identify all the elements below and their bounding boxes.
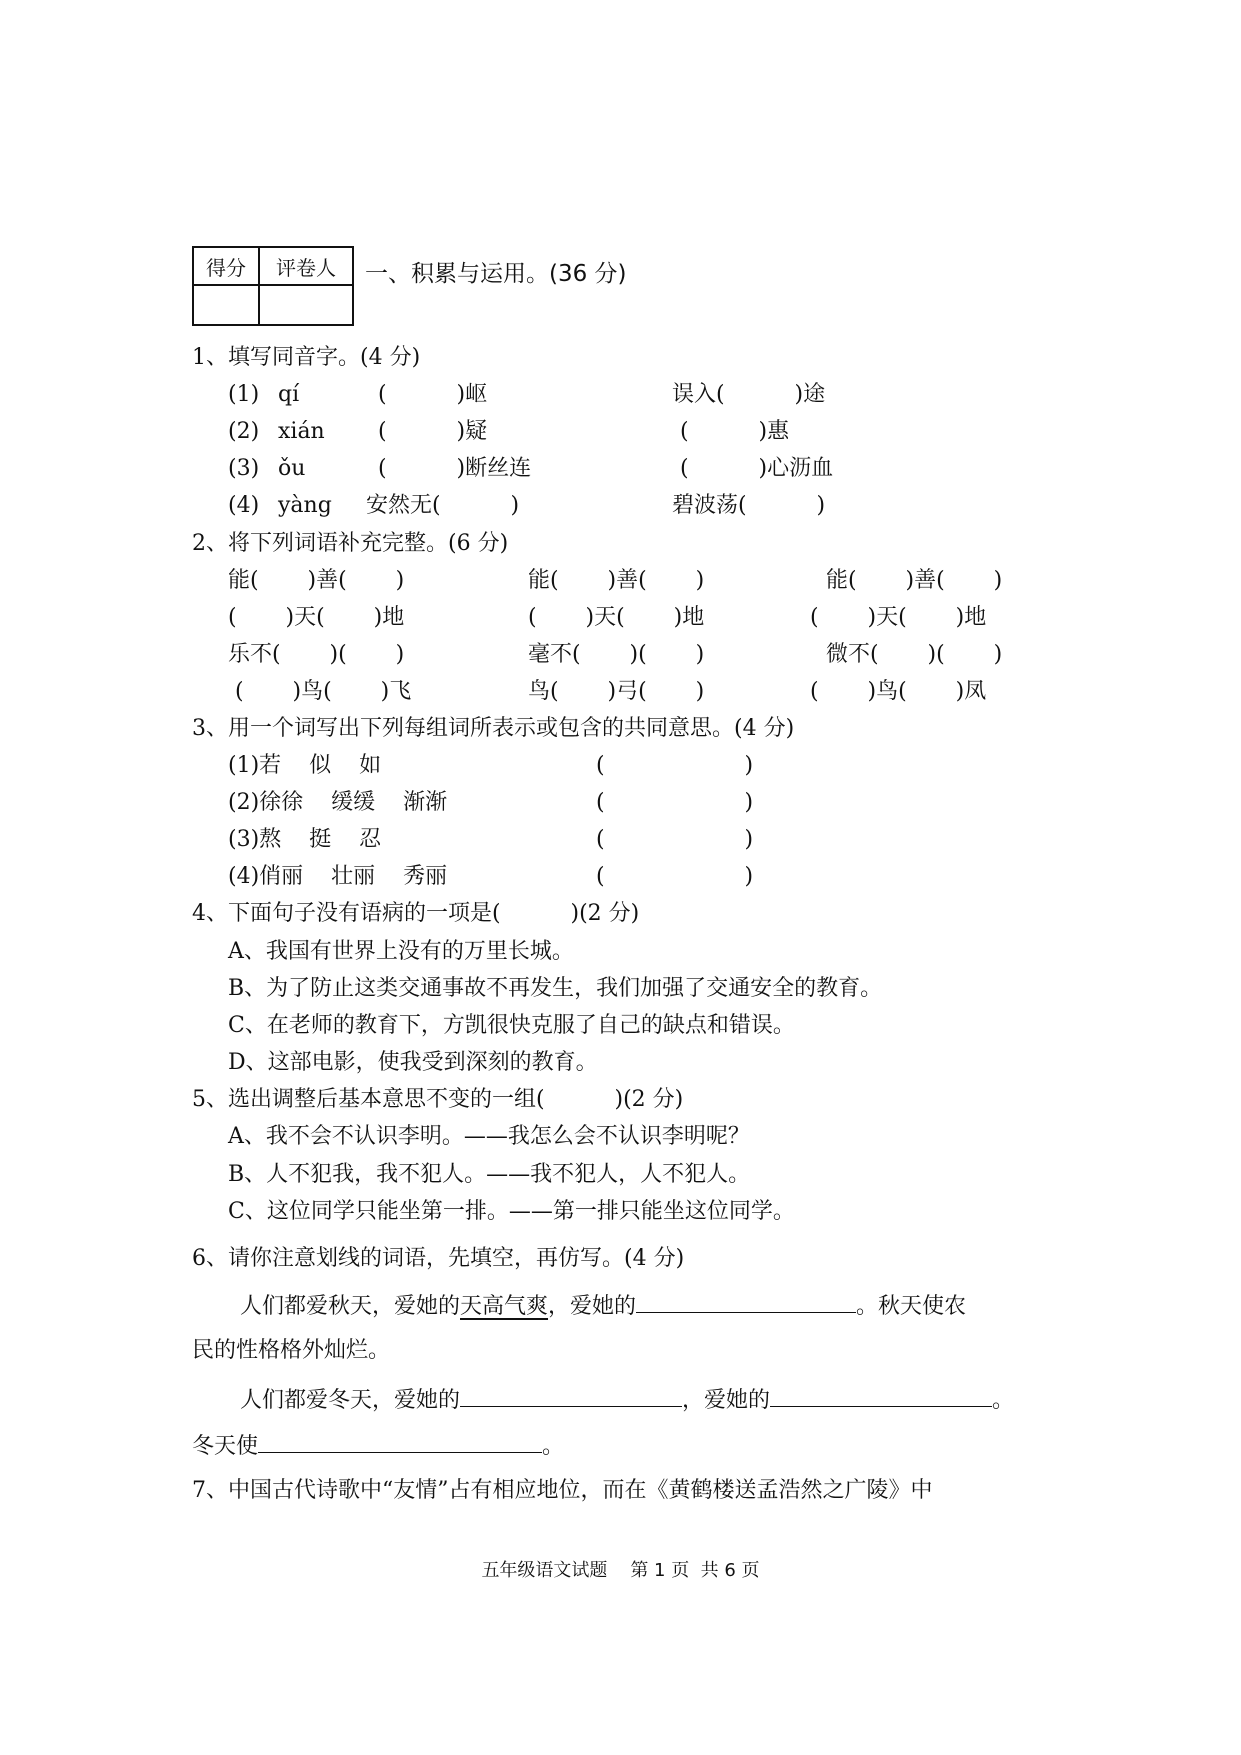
q3-words-3: (3)熬 挺 忍 [228, 827, 382, 852]
q4-option-a: A、我国有世界上没有的万里长城。 [228, 939, 574, 964]
q3-ans-1: ( ) [596, 753, 754, 778]
q4-title: 4、下面句子没有语病的一项是( )(2 分) [192, 901, 640, 926]
q2-r3-c1: 乐不( )( ) [228, 642, 405, 667]
q2-r3-c3: 微不( )( ) [826, 642, 1003, 667]
q1-num-1: (1) [228, 382, 260, 407]
q2-r4-c3: ( )鸟( )凤 [810, 679, 987, 704]
q1-b-1: 误入( )途 [672, 382, 826, 407]
q4-option-b: B、为了防止这类交通事故不再发生，我们加强了交通安全的教育。 [228, 976, 883, 1001]
q5-option-b: B、人不犯我，我不犯人。——我不犯人，人不犯人。 [228, 1162, 751, 1187]
q3-ans-4: ( ) [596, 864, 754, 889]
q1-num-3: (3) [228, 456, 260, 481]
q1-num-2: (2) [228, 419, 260, 444]
q6-para2 [240, 1384, 1014, 1416]
score-label: 得分 [193, 247, 259, 285]
grader-label: 评卷人 [259, 247, 353, 285]
q1-num-4: (4) [228, 493, 260, 518]
q6-p1-line2: 民的性格格外灿烂。 [192, 1338, 391, 1363]
q2-r2-c1: ( )天( )地 [228, 605, 405, 630]
q6-p1-mid: ，爱她的 [548, 1294, 637, 1319]
q6-p2-line2-end: 。 [542, 1434, 565, 1459]
q1-b-4: 碧波荡( ) [672, 493, 826, 518]
q1-b-2: ( )惠 [680, 419, 790, 444]
section-title: 一、积累与运用。(36 分) [365, 261, 627, 287]
q6-para1 [240, 1290, 966, 1322]
q7-title: 7、中国古代诗歌中“友情”占有相应地位，而在《黄鹤楼送孟浩然之广陵》中 [192, 1478, 933, 1503]
q1-a-1: ( )岖 [378, 382, 488, 407]
q1-a-2: ( )疑 [378, 419, 488, 444]
q4-option-d: D、这部电影，使我受到深刻的教育。 [228, 1050, 598, 1075]
q6-p1-start: 人们都爱秋天，爱她的 [240, 1294, 461, 1319]
q2-r2-c2: ( )天( )地 [528, 605, 705, 630]
q2-r1-c2: 能( )善( ) [528, 568, 705, 593]
q6-title: 6、请你注意划线的词语，先填空，再仿写。(4 分) [192, 1246, 685, 1271]
score-cell [193, 285, 259, 325]
q2-r1-c1: 能( )善( ) [228, 568, 405, 593]
q2-r2-c3: ( )天( )地 [810, 605, 987, 630]
q1-b-3: ( )心沥血 [680, 456, 834, 481]
q3-words-4: (4)俏丽 壮丽 秀丽 [228, 864, 448, 889]
q3-ans-2: ( ) [596, 790, 754, 815]
q1-a-4: 安然无( ) [366, 493, 520, 518]
q2-r4-c2: 鸟( )弓( ) [528, 679, 705, 704]
q1-pinyin-2: xián [278, 419, 325, 444]
q6-p2-mid: ，爱她的 [682, 1388, 771, 1413]
q3-ans-3: ( ) [596, 827, 754, 852]
q6-p2-end: 。 [992, 1388, 1015, 1413]
q2-r4-c1: ( )鸟( )飞 [228, 679, 412, 704]
q6-p2-start: 人们都爱冬天，爱她的 [240, 1388, 461, 1413]
q4-option-c: C、在老师的教育下，方凯很快克服了自己的缺点和错误。 [228, 1013, 795, 1038]
q1-pinyin-4: yàng [278, 493, 332, 518]
q5-option-a: A、我不会不认识李明。——我怎么会不认识李明呢？ [228, 1124, 750, 1149]
q1-title: 1、填写同音字。(4 分) [192, 345, 421, 370]
q3-title: 3、用一个词写出下列每组词所表示或包含的共同意思。(4 分) [192, 716, 795, 741]
q1-pinyin-1: qí [278, 382, 300, 407]
q6-p2-line2 [192, 1430, 564, 1462]
q5-title: 5、选出调整后基本意思不变的一组( )(2 分) [192, 1087, 684, 1112]
q6-blank-4[interactable] [258, 1430, 542, 1453]
q3-words-2: (2)徐徐 缓缓 渐渐 [228, 790, 448, 815]
q6-blank-1[interactable] [636, 1290, 856, 1313]
q6-blank-2[interactable] [460, 1384, 682, 1407]
q2-r1-c3: 能( )善( ) [826, 568, 1003, 593]
q6-p2-line2-start: 冬天使 [192, 1434, 259, 1459]
q1-a-3: ( )断丝连 [378, 456, 532, 481]
q2-title: 2、将下列词语补充完整。(6 分) [192, 531, 509, 556]
q6-underlined-word: 天高气爽 [460, 1294, 549, 1319]
score-box [192, 246, 354, 326]
q6-p1-end: 。秋天使农 [856, 1294, 967, 1319]
q1-pinyin-3: ǒu [278, 456, 306, 481]
q5-option-c: C、这位同学只能坐第一排。——第一排只能坐这位同学。 [228, 1199, 795, 1224]
q6-blank-3[interactable] [770, 1384, 992, 1407]
q2-r3-c2: 毫不( )( ) [528, 642, 705, 667]
grader-cell [259, 285, 353, 325]
q3-words-1: (1)若 似 如 [228, 753, 382, 778]
page-footer: 五年级语文试题 第 1 页 共 6 页 [481, 1560, 760, 1581]
